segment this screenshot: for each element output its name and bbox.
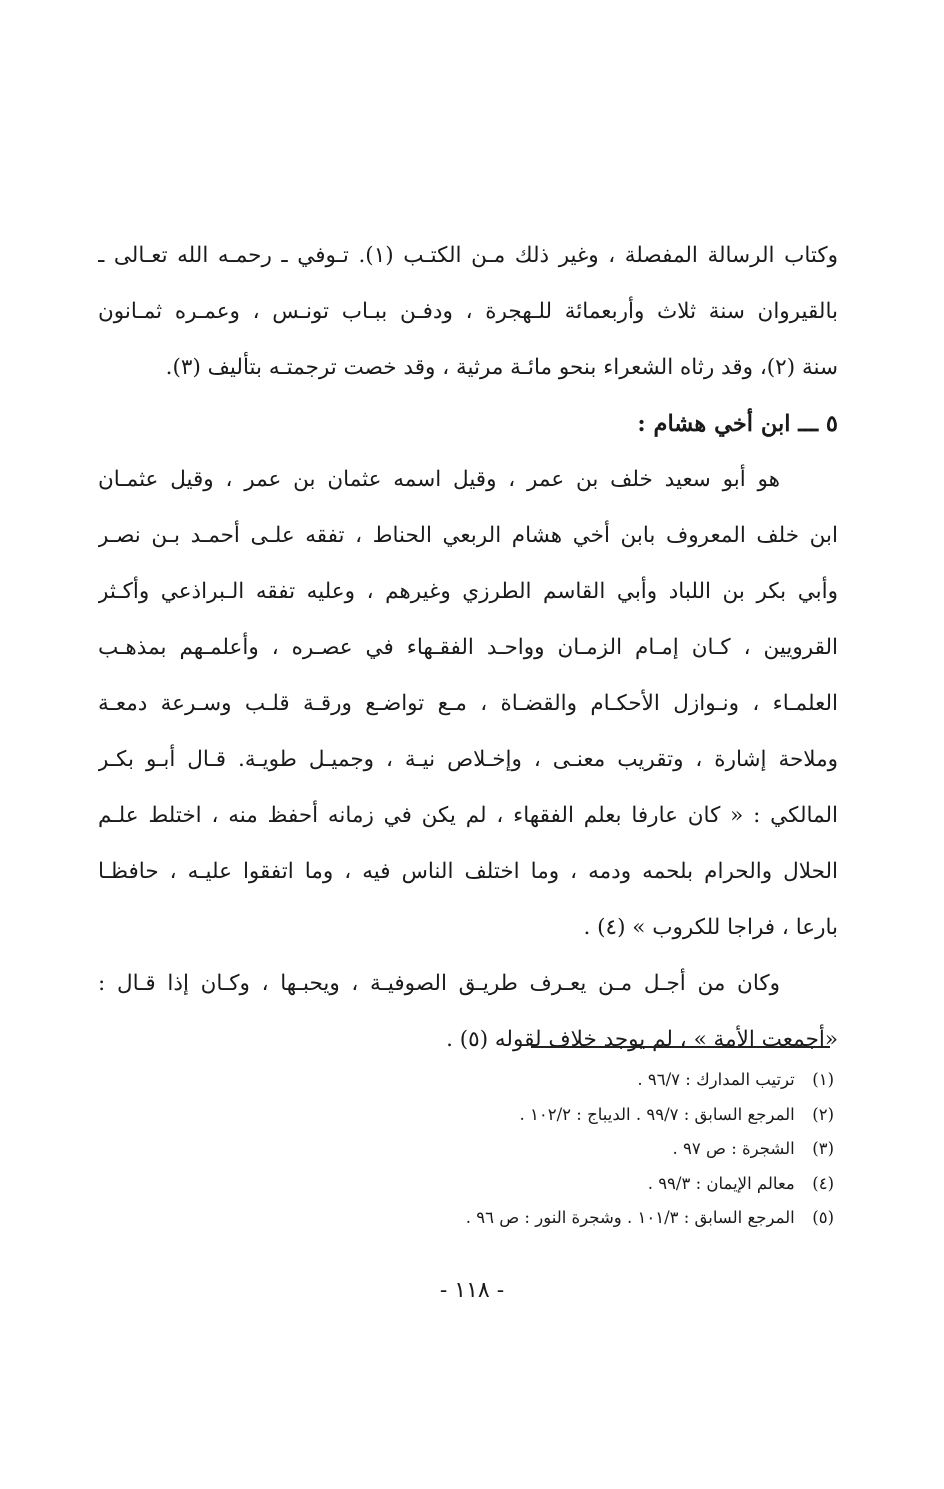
footnote — [300, 1098, 834, 1133]
text-line: ابن خلف المعروف بابن أخي هشام الربعي الحناط ، تفقه علـى أحمـد بـن نصـر — [98, 523, 838, 548]
footnote — [300, 1063, 834, 1098]
footnote-text: المرجع السابق : ١٠١/٣ . وشجرة النور : ص ٩٦ . — [465, 1208, 795, 1227]
footnote-number: (٢) — [812, 1104, 834, 1124]
footnote — [300, 1201, 834, 1236]
text-line: وكان من أجـل مـن يعـرف طريـق الصوفيـة ، ويحبـها ، وكـان إذا قـال : — [98, 971, 780, 996]
footnote-number: (٥) — [812, 1208, 834, 1227]
text-line: بارعا ، فراجا للكروب » (٤) . — [583, 915, 838, 940]
main-text — [98, 228, 838, 1068]
footnote-text: المرجع السابق : ٩٩/٧ . الديباج : ١٠٢/٢ . — [519, 1104, 795, 1124]
footnotes — [300, 1063, 834, 1236]
text-line: وأبي بكر بن اللباد وأبي القاسم الطرزي وغيرهم ، وعليه تفقه الـبراذعي وأكـثر — [98, 579, 838, 604]
page-number: - ١١٨ - — [439, 1278, 505, 1303]
footnote-number: (٣) — [812, 1139, 834, 1158]
footnote-number: (٤) — [812, 1173, 834, 1193]
footnote — [300, 1167, 834, 1202]
section-heading: ٥ ـــ ابن أخي هشام : — [637, 411, 838, 437]
footnote-text: معالم الإيمان : ٩٩/٣ . — [647, 1173, 795, 1193]
text-line: المالكي : « كان عارفا بعلم الفقهاء ، لم يكن في زمانه أحفظ منه ، اختلط علـم — [98, 803, 838, 828]
text-line: العلمـاء ، ونـوازل الأحكـام والقضـاة ، مـع تواضـع ورقـة قلـب وسـرعة دمعـة — [98, 691, 838, 716]
text-line: الحلال والحرام بلحمه ودمه ، وما اختلف الناس فيه ، وما اتفقوا عليـه ، حافظـا — [98, 859, 838, 884]
text-line: بالقيروان سنة ثلاث وأربعمائة للـهجرة ، ودفـن ببـاب تونـس ، وعمـره ثمـانون — [98, 299, 838, 324]
footnote-separator — [531, 1046, 830, 1048]
footnote-text: الشجرة : ص ٩٧ . — [672, 1139, 795, 1158]
footnote-number: (١) — [812, 1070, 834, 1089]
text-line: سنة (٢)، وقد رثاه الشعراء بنحو مائـة مرثية ، وقد خصت ترجمتـه بتأليف (٣). — [165, 355, 838, 380]
text-line: «أجمعت الأمة » ، لم يوجد خلاف لقوله (٥) . — [446, 1027, 838, 1052]
text-line: القرويين ، كـان إمـام الزمـان وواحـد الفقـهاء في عصـره ، وأعلمـهم بمذهـب — [98, 635, 838, 660]
text-line: هو أبو سعيد خلف بن عمر ، وقيل اسمه عثمان بن عمر ، وقيل عثمـان — [98, 467, 780, 492]
footnote — [300, 1132, 834, 1167]
text-line: وكتاب الرسالة المفصلة ، وغير ذلك مـن الكتـب (١). تـوفي ـ رحمـه الله تعـالى ـ — [98, 243, 838, 268]
text-line: وملاحة إشارة ، وتقريب معنـى ، وإخـلاص نيـة ، وجميـل طويـة. قـال أبـو بكـر — [98, 747, 838, 772]
footnote-text: ترتيب المدارك : ٩٦/٧ . — [637, 1070, 795, 1089]
